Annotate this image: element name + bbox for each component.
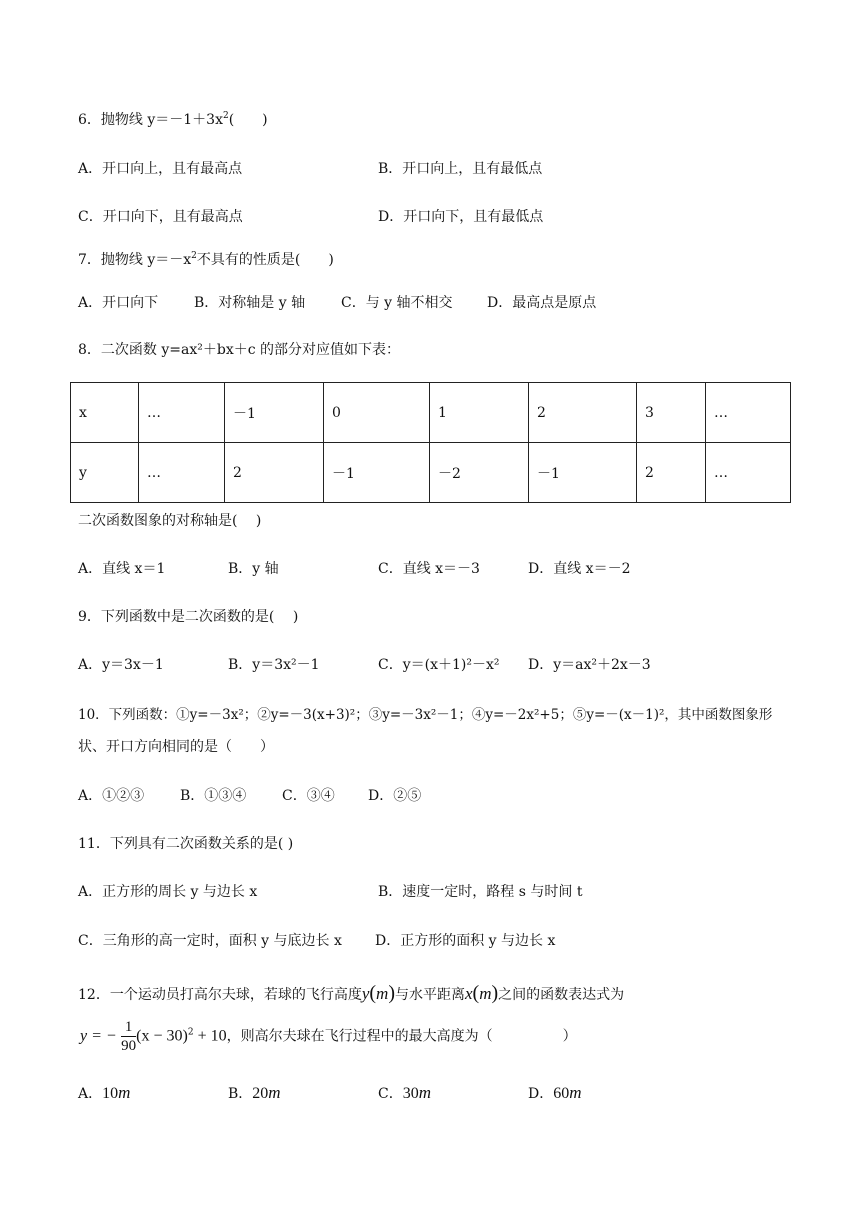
- q12-option-d-num: 60: [553, 1085, 570, 1102]
- q12-option-b-num: 20: [252, 1085, 269, 1102]
- q6-stem-prefix: 6．抛物线 y＝－1＋3x: [78, 112, 223, 128]
- q12-option-c-unit: m: [418, 1083, 431, 1102]
- q12-stem-part1: 12．一个运动员打高尔夫球，若球的飞行高度: [78, 987, 362, 1003]
- q6-option-b: B．开口向上，且有最低点: [378, 161, 543, 177]
- q12-fraction: [121, 1018, 136, 1055]
- q11-option-a: A．正方形的周长 y 与边长 x: [78, 884, 258, 900]
- q6-stem-exponent: 2: [222, 111, 229, 121]
- q10-stem-line2: 状、开口方向相同的是（ ）: [78, 739, 274, 755]
- q8-question: 二次函数图象的对称轴是( ): [78, 513, 262, 529]
- q12-option-a: [78, 1083, 130, 1104]
- q7-stem: [78, 250, 334, 270]
- q8-value-table: [70, 382, 791, 503]
- q8-option-a: A．直线 x＝1: [78, 561, 166, 577]
- q10-stem-line1: 10．下列函数：①y=－3x²；②y=－3(x+3)²；③y=－3x²－1；④y=－2x²+5；⑤y=－(x－1)²，其中函数图象形: [78, 707, 773, 723]
- q12-option-d-unit: m: [569, 1083, 582, 1102]
- q6-option-d: D．开口向下，且有最低点: [378, 209, 544, 225]
- q7-option-b: B．对称轴是 y 轴: [194, 295, 306, 311]
- q6-option-a: A．开口向上，且有最高点: [78, 161, 243, 177]
- q7-stem-prefix: 7．抛物线 y＝－x: [78, 252, 192, 268]
- q11-option-b: B．速度一定时，路程 s 与时间 t: [378, 884, 583, 900]
- q12-var-x: x: [465, 984, 473, 1003]
- q9-option-d: D．y＝ax²＋2x－3: [528, 657, 651, 673]
- q12-stem-part2: 与水平距离: [395, 987, 465, 1003]
- q12-stem-line1: 12．一个运动员打高尔夫球，若球的飞行高度y(m)与水平距离x(m)之间的函数表达式为: [78, 982, 625, 1004]
- q8-stem: 8．二次函数 y=ax²＋bx＋c 的部分对应值如下表：: [78, 342, 400, 358]
- q7-option-c: C．与 y 轴不相交: [341, 295, 453, 311]
- q9-stem: 9．下列函数中是二次函数的是( ): [78, 609, 299, 625]
- table-cell: …: [139, 383, 225, 443]
- q12-option-d-letter: D．: [528, 1086, 554, 1102]
- q12-var-y: y: [361, 984, 370, 1003]
- q12-formula-exponent: 2: [187, 1027, 194, 1038]
- q12-option-b: [228, 1083, 281, 1104]
- table-cell: …: [706, 383, 791, 443]
- q11-option-c: C．三角形的高一定时，面积 y 与底边长 x: [78, 933, 342, 949]
- q11-option-d: D．正方形的面积 y 与边长 x: [375, 933, 556, 949]
- q12-option-b-letter: B．: [228, 1086, 253, 1102]
- q6-stem: [78, 110, 268, 130]
- q6-option-c: C．开口向下，且有最高点: [78, 209, 243, 225]
- table-cell: x: [71, 383, 139, 443]
- q12-unit-m-2: m: [479, 984, 492, 1003]
- q9-option-c: C．y＝(x＋1)²－x²: [378, 657, 500, 673]
- q10-option-a: A．①②③: [78, 788, 145, 804]
- q12-fraction-numerator: 1: [121, 1018, 136, 1037]
- q10-option-b: B．①③④: [180, 788, 247, 804]
- table-cell: －1: [324, 443, 430, 503]
- q9-option-a: A．y＝3x－1: [78, 657, 164, 673]
- table-cell: 0: [324, 383, 430, 443]
- q7-option-a: A．开口向下: [78, 295, 159, 311]
- q12-formula-lhs: y = −: [80, 1027, 117, 1045]
- q8-option-c: C．直线 x＝－3: [378, 561, 480, 577]
- table-row-x: [71, 383, 791, 443]
- q12-option-a-unit: m: [118, 1083, 131, 1102]
- table-cell: －1: [225, 383, 324, 443]
- q9-option-b: B．y＝3x²－1: [228, 657, 320, 673]
- q12-option-c-letter: C．: [378, 1086, 403, 1102]
- q11-stem: 11．下列具有二次函数关系的是( ): [78, 836, 294, 852]
- q12-formula-line: [80, 1018, 577, 1055]
- q12-option-d: [528, 1083, 582, 1104]
- q12-formula-rest: (x − 30): [136, 1027, 188, 1045]
- q12-option-b-unit: m: [268, 1083, 281, 1102]
- table-cell: 1: [430, 383, 529, 443]
- q12-fraction-denominator: 90: [121, 1038, 137, 1054]
- table-row-y: [71, 443, 791, 503]
- q8-option-d: D．直线 x＝－2: [528, 561, 631, 577]
- q12-option-a-num: 10: [102, 1085, 119, 1102]
- table-cell: －2: [430, 443, 529, 503]
- q12-stem-part3: 之间的函数表达式为: [498, 987, 625, 1003]
- table-cell: …: [139, 443, 225, 503]
- q10-option-c: C．③④: [282, 788, 335, 804]
- q10-option-d: D．②⑤: [368, 788, 422, 804]
- q6-stem-suffix: ( ): [228, 112, 268, 128]
- q12-unit-m-1: m: [376, 984, 389, 1003]
- table-cell: 3: [637, 383, 706, 443]
- q7-stem-suffix: 不具有的性质是( ): [196, 252, 334, 268]
- table-cell: 2: [225, 443, 324, 503]
- q8-option-b: B．y 轴: [228, 561, 279, 577]
- q12-formula-tail: + 10: [193, 1027, 227, 1045]
- q12-stem-part4: ，则高尔夫球在飞行过程中的最大高度为（ ）: [226, 1028, 577, 1045]
- table-cell: 2: [637, 443, 706, 503]
- table-cell: y: [71, 443, 139, 503]
- table-cell: …: [706, 443, 791, 503]
- q7-option-d: D．最高点是原点: [487, 295, 597, 311]
- q7-stem-exponent: 2: [191, 251, 197, 261]
- q12-option-c-num: 30: [402, 1085, 419, 1102]
- table-cell: －1: [529, 443, 637, 503]
- q12-option-a-letter: A．: [78, 1086, 103, 1102]
- q12-option-c: [378, 1083, 431, 1104]
- table-cell: 2: [529, 383, 637, 443]
